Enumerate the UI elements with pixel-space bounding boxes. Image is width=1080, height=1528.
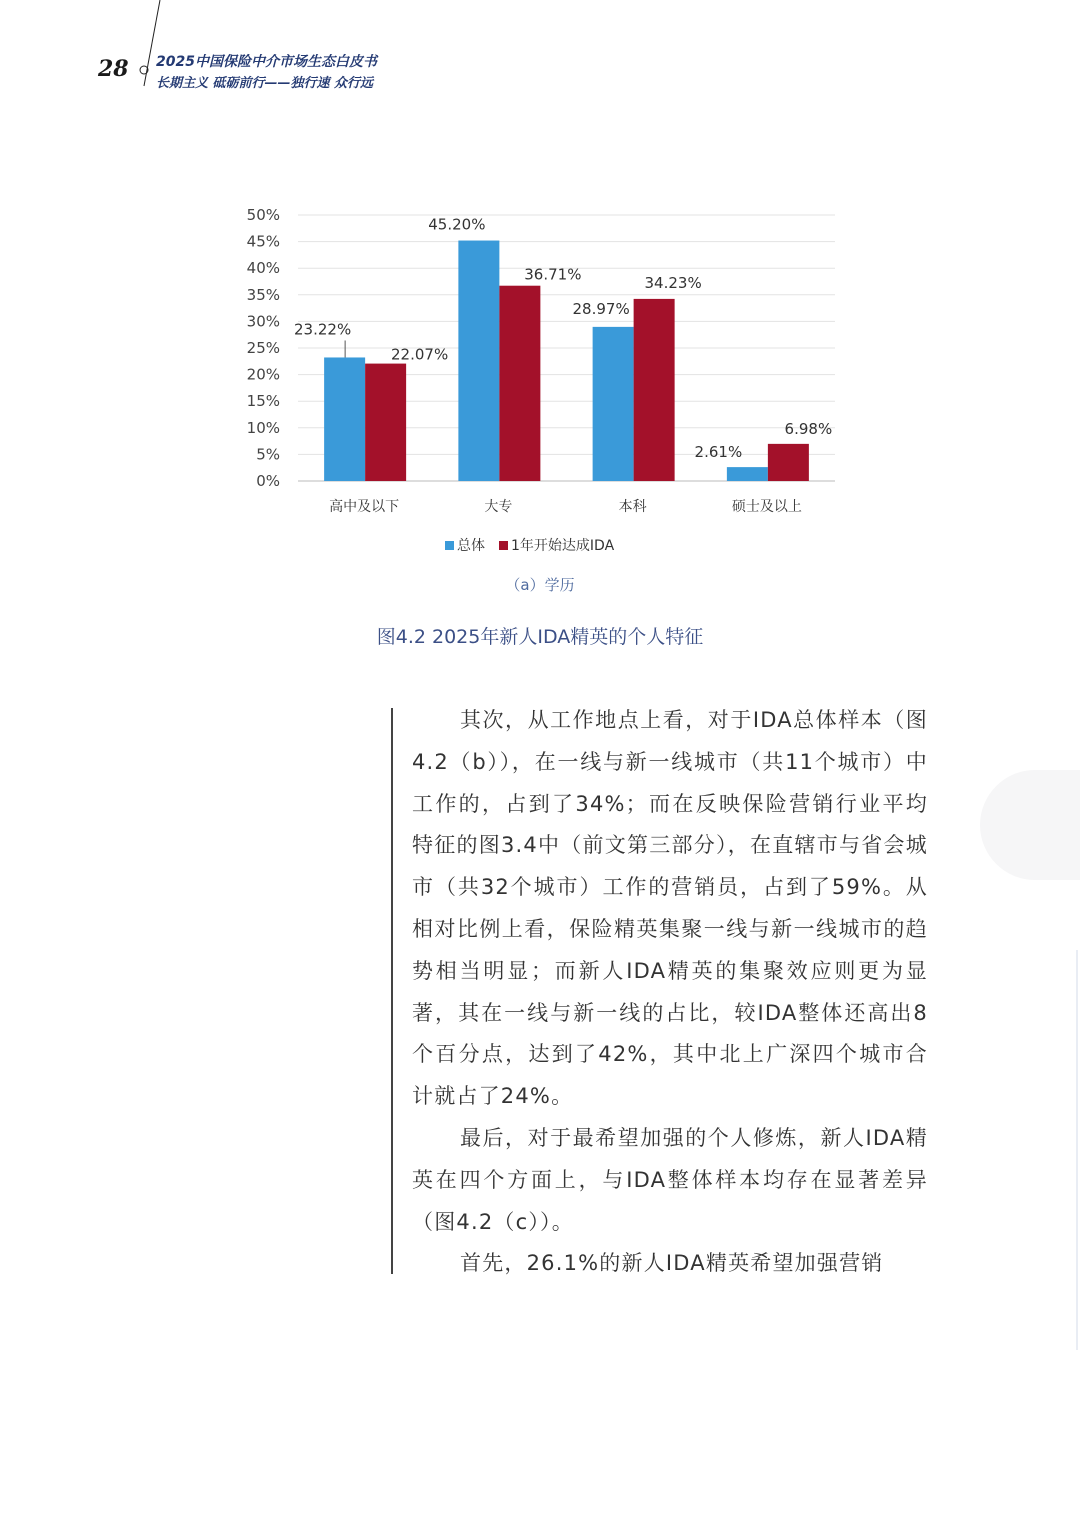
- data-label: 34.23%: [644, 273, 702, 292]
- legend-item-first-year: [499, 535, 614, 555]
- bar-overall: [458, 241, 499, 481]
- bar-first-year: [365, 364, 406, 481]
- x-tick-label: 高中及以下: [329, 499, 400, 515]
- x-tick-label: 硕士及以上: [731, 499, 802, 515]
- legend-swatch-overall: [445, 541, 454, 550]
- chart-legend: [445, 535, 614, 555]
- y-tick-label: 40%: [246, 259, 280, 278]
- y-tick-label: 25%: [246, 339, 280, 357]
- legend-swatch-first-year: [499, 541, 508, 550]
- legend-item-overall: [445, 535, 485, 555]
- page-number: 28: [98, 56, 129, 82]
- y-tick-label: 10%: [246, 418, 280, 437]
- bar-first-year: [634, 299, 675, 481]
- bar-first-year: [768, 444, 809, 481]
- x-tick-label: 本科: [618, 499, 647, 515]
- y-tick-label: 35%: [246, 285, 280, 304]
- bar-overall: [324, 357, 365, 481]
- y-tick-label: 15%: [246, 392, 280, 411]
- data-label: 22.07%: [391, 345, 449, 364]
- data-label: 6.98%: [784, 419, 833, 438]
- data-label: 23.22%: [294, 320, 352, 339]
- figure-sub-caption: （a）学历: [505, 576, 575, 594]
- page-edge-line: [1076, 950, 1078, 1350]
- bar-first-year: [499, 286, 540, 481]
- legend-label-first-year: 1年开始达成IDA: [511, 538, 615, 554]
- bar-overall: [593, 327, 634, 481]
- y-tick-label: 50%: [246, 206, 280, 224]
- data-label: 28.97%: [572, 299, 630, 318]
- body-text: [412, 700, 928, 1285]
- data-label: 36.71%: [524, 265, 582, 284]
- paragraph-rule: [391, 708, 393, 1274]
- paragraph-self-improvement: 最后，对于最希望加强的个人修炼，新人IDA精英在四个方面上，与IDA整体样本均存在显著差异（图4.2（c））。: [412, 1125, 928, 1234]
- running-header-subtitle: 长期主义 砥砺前行——独行速 众行远: [156, 76, 374, 91]
- data-label: 2.61%: [694, 443, 743, 462]
- y-tick-label: 45%: [246, 232, 280, 251]
- paragraph-work-location: 其次，从工作地点上看，对于IDA总体样本（图4.2（b）），在一线与新一线城市（共11个城市）中工作的，占到了34%；而在反映保险营销行业平均特征的图3.4中（前文第三部分），在直辖市与省会城市（共32个城市）工作的营销员，占到了59%。从相对比例上看，保险精英集聚一线与新一线城市的趋势相当明显；而新人IDA精英的集聚效应则更为显著，其在一线与新一线的占比，较IDA整体还高出8个百分点，达到了42%，其中北上广深四个城市合计就占了24%。: [412, 708, 928, 1109]
- bar-overall: [727, 467, 768, 481]
- paragraph-first-point: 首先，26.1%的新人IDA精英希望加强营销: [460, 1251, 884, 1276]
- y-tick-label: 30%: [246, 312, 280, 331]
- y-tick-label: 20%: [246, 365, 280, 384]
- running-header-title: 2025中国保险中介市场生态白皮书: [156, 54, 377, 70]
- y-tick-label: 5%: [256, 445, 280, 464]
- page-edge-shadow: [980, 770, 1080, 880]
- figure-caption: 图4.2 2025年新人IDA精英的个人特征: [376, 626, 704, 648]
- education-bar-chart: [230, 200, 850, 530]
- legend-label-overall: 总体: [457, 538, 485, 554]
- data-label: 45.20%: [428, 215, 486, 234]
- y-tick-label: 0%: [256, 472, 280, 490]
- x-tick-label: 大专: [484, 499, 513, 515]
